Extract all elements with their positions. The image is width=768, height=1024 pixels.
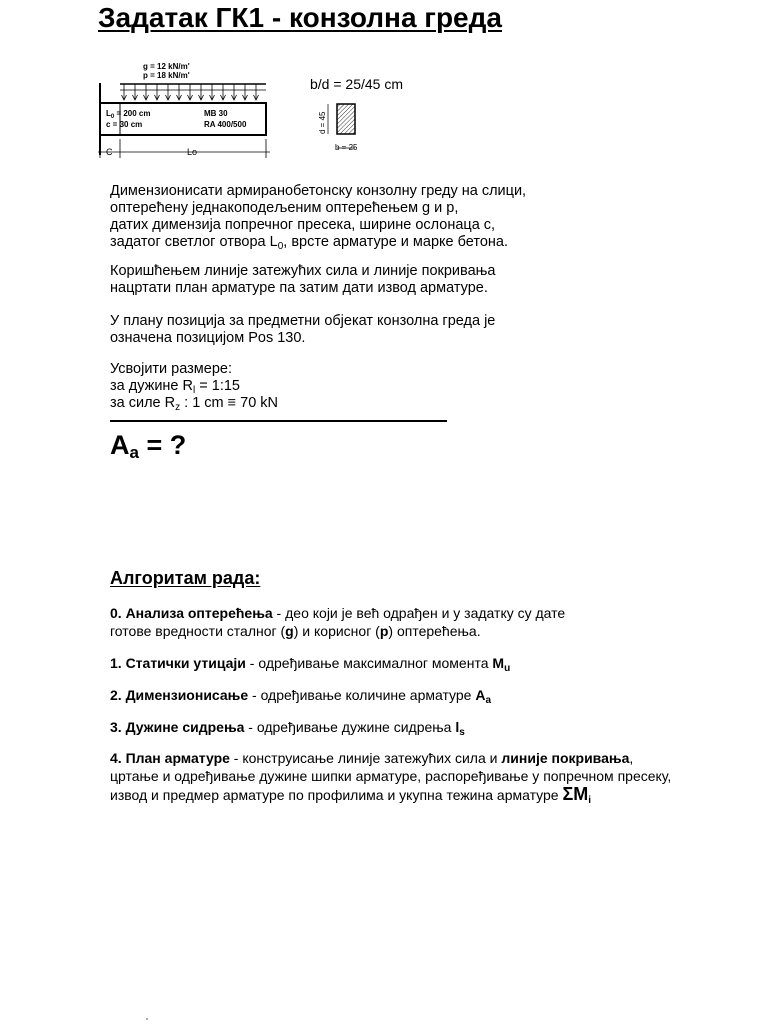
intro-line: оптерећену једнакоподељеним оптерећењем g и p, (110, 200, 459, 216)
load-g-label: g = 12 kN/m' (143, 62, 190, 71)
load-p-label: p = 18 kN/m' (143, 71, 190, 80)
step-2: 2. Димензионисање - одређивање количине арматуре $A_a$ (110, 687, 492, 706)
d-label: d = 45 (318, 111, 327, 134)
l0-label: $L_0 = 200$ cm (106, 109, 151, 120)
scales-heading: Усвојити размере: (110, 361, 232, 377)
step-4: 4. План арматуре - конструисање линије затежућих сила и линије покривања, цртање и одређивање дужине шипки арматуре, распоређивање у попречном пресеку, извод и предмер арматуре по профилима и укупна тежина арматуре $\Sigma M_i$ (110, 750, 672, 806)
page-title: Задатак ГК1 - конзолна греда (98, 2, 502, 33)
method-line: нацртати план арматуре па затим дати извод арматуре. (110, 280, 488, 296)
c-label: c = 30 cm (106, 120, 143, 129)
section-rect (337, 104, 355, 134)
scale-force: за силе $R_z$ : 1 cm ≡ 70 kN (110, 395, 279, 413)
method-line: Коришћењем линије затежућих сила и линије покривања (110, 263, 496, 279)
step-0: 0. Анализа оптерећења - део који је већ одрађен и у задатку су дате готове вредности сталног (g) и корисног (p) оптерећења. (110, 605, 566, 639)
position-line: У плану позиција за предметни објекат конзолна греда је (110, 313, 496, 329)
method-paragraph (110, 263, 495, 297)
step-3: 3. Дужине сидрења - одређивање дужине сидрења $l_s$ (110, 719, 465, 738)
dim-c-label: C (106, 147, 113, 157)
cross-section-diagram (300, 76, 400, 166)
step-1: 1. Статички утицаји - одређивање максималног момента $M_u$ (110, 655, 511, 674)
b-label: b = 25 (335, 143, 358, 152)
algorithm-title: Алгоритам рада: (110, 568, 261, 588)
question-heading: $A_a$ = ? (110, 430, 187, 462)
steel-grade: RA 400/500 (204, 120, 247, 129)
intro-paragraph (110, 183, 526, 251)
beam-outline (100, 103, 266, 135)
concrete-grade: MB 30 (204, 109, 228, 118)
dim-lo-label: Lo (187, 147, 198, 157)
page-mark (146, 1018, 148, 1020)
intro-line: задатог светлог отвора $L_0$, врсте арматуре и марке бетона. (110, 234, 508, 252)
scale-length: за дужине $R_l$ = 1:15 (110, 378, 240, 396)
load-arrows (122, 84, 259, 100)
position-line: означена позицијом Pos 130. (110, 330, 306, 346)
intro-line: Димензионисати армиранобетонску конзолну греду на слици, (110, 183, 527, 199)
scales-paragraph (110, 361, 278, 412)
section-dimensions-label: b/d = 25/45 cm (310, 76, 404, 92)
intro-line: датих димензија попречног пресека, ширине ослонаца c, (110, 217, 496, 233)
position-paragraph (110, 313, 495, 347)
divider (110, 420, 447, 422)
